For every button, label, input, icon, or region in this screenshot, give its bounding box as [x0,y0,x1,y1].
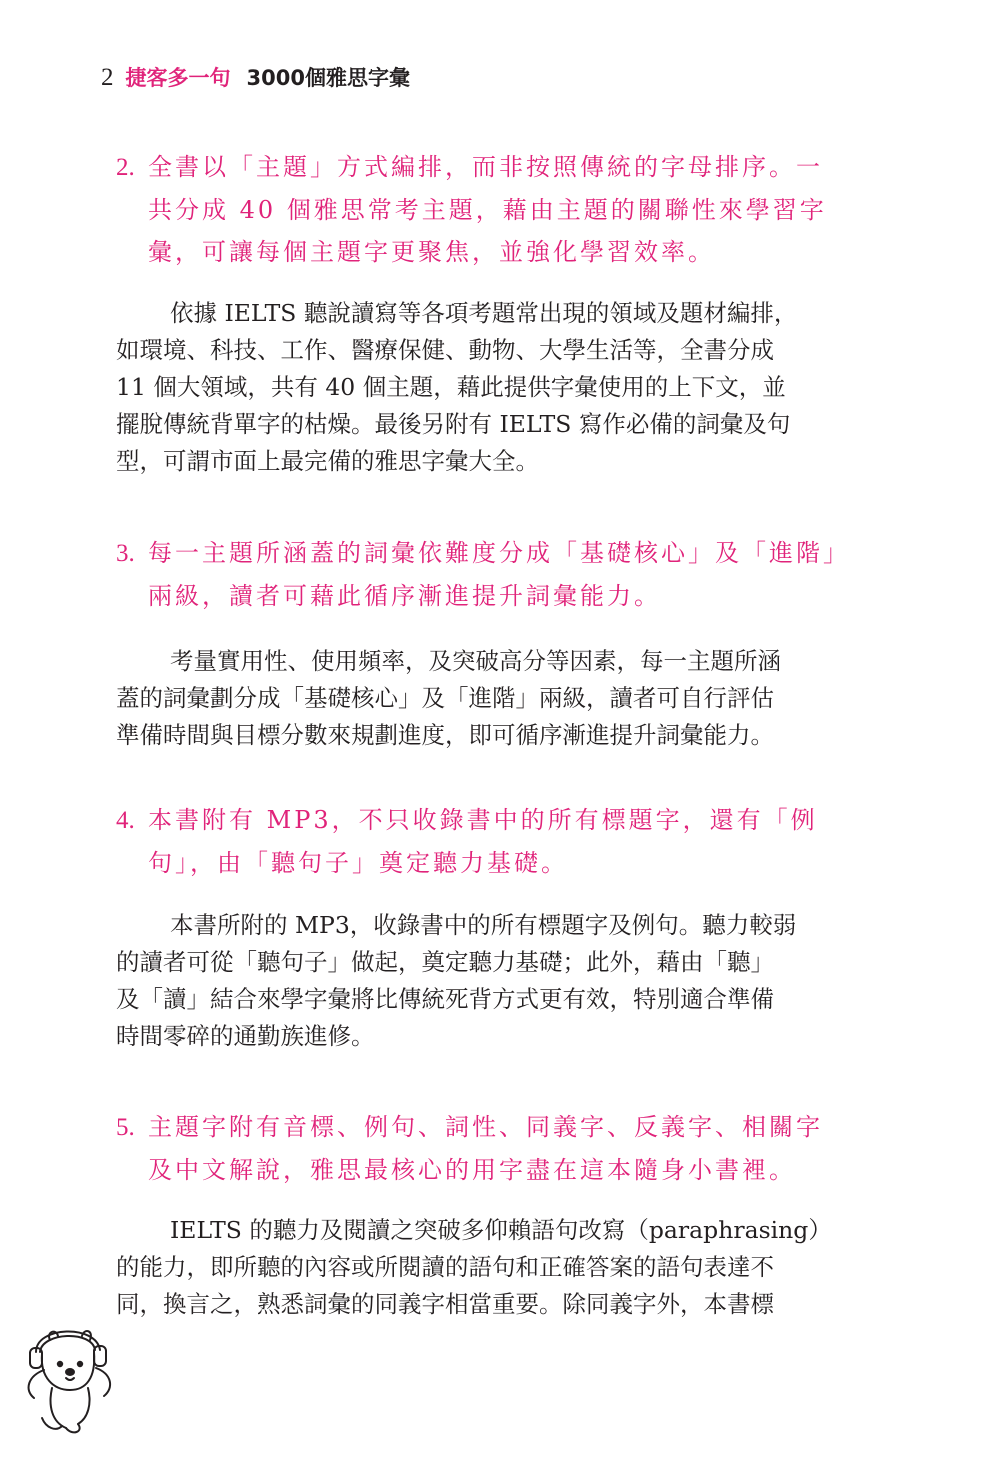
body-line: 的能力，即所聽的內容或所閱讀的語句和正確答案的語句表達不 [116,1253,774,1281]
body-line: 蓋的詞彙劃分成「基礎核心」及「進階」兩級，讀者可自行評估 [116,684,774,712]
page-number: 2 [101,64,114,91]
feature-heading-2 [116,146,892,273]
body-line: 時間零碎的通勤族進修。 [116,1022,375,1050]
body-line: 如環境、科技、工作、醫療保健、動物、大學生活等，全書分成 [116,336,774,364]
feature-body-5 [116,1212,886,1323]
feature-heading-line: 彙，可讓每個主題字更聚焦，並強化學習效率。 [148,238,715,266]
feature-heading-line: 主題字附有音標、例句、詞性、同義字、反義字、相關字 [148,1113,823,1141]
body-line: 考量實用性、使用頻率，及突破高分等因素，每一主題所涵 [170,647,781,675]
feature-heading-5 [116,1106,892,1191]
body-line: 依據 IELTS 聽說讀寫等各項考題常出現的領域及題材編排， [170,299,798,327]
book-brand: 捷客多一句 [125,66,231,90]
feature-body-4 [116,907,886,1055]
feature-heading-line: 兩級，讀者可藉此循序漸進提升詞彙能力。 [148,582,661,610]
feature-heading-4 [116,799,892,884]
feature-heading-line: 句」，由「聽句子」奠定聽力基礎。 [148,849,568,877]
feature-number: 5. [116,1114,135,1141]
feature-number: 3. [116,540,135,567]
body-line: 及「讀」結合來學字彙將比傳統死背方式更有效，特別適合準備 [116,985,774,1013]
bear-with-headphones-icon [22,1318,114,1436]
feature-heading-line: 全書以「主題」方式編排，而非按照傳統的字母排序。一 [148,153,823,181]
feature-number: 4. [116,807,135,834]
body-line: 的讀者可從「聽句子」做起，奠定聽力基礎；此外，藉由「聽」 [116,948,774,976]
body-line: 擺脫傳統背單字的枯燥。最後另附有 IELTS 寫作必備的詞彙及句 [116,410,791,438]
body-line: 型，可謂市面上最完備的雅思字彙大全。 [116,447,539,475]
book-title: 3000個雅思字彙 [246,66,410,90]
feature-heading-line: 及中文解說，雅思最核心的用字盡在這本隨身小書裡。 [148,1156,796,1184]
body-line: 本書所附的 MP3，收錄書中的所有標題字及例句。聽力較弱 [170,911,797,939]
body-line: 11 個大領域，共有 40 個主題，藉此提供字彙使用的上下文，並 [116,373,786,401]
feature-body-3 [116,643,886,754]
feature-heading-3 [116,532,892,617]
body-line: 同，換言之，熟悉詞彙的同義字相當重要。除同義字外，本書標 [116,1290,774,1318]
feature-heading-line: 每一主題所涵蓋的詞彙依難度分成「基礎核心」及「進階」 [148,539,850,567]
feature-number: 2. [116,154,135,181]
body-line: 準備時間與目標分數來規劃進度，即可循序漸進提升詞彙能力。 [116,721,774,749]
feature-heading-line: 共分成 40 個雅思常考主題，藉由主題的關聯性來學習字 [148,196,827,224]
feature-body-2 [116,295,886,480]
running-head [101,62,410,98]
body-line: IELTS 的聽力及閱讀之突破多仰賴語句改寫（paraphrasing） [170,1216,832,1244]
feature-heading-line: 本書附有 MP3，不只收錄書中的所有標題字，還有「例 [148,806,818,834]
